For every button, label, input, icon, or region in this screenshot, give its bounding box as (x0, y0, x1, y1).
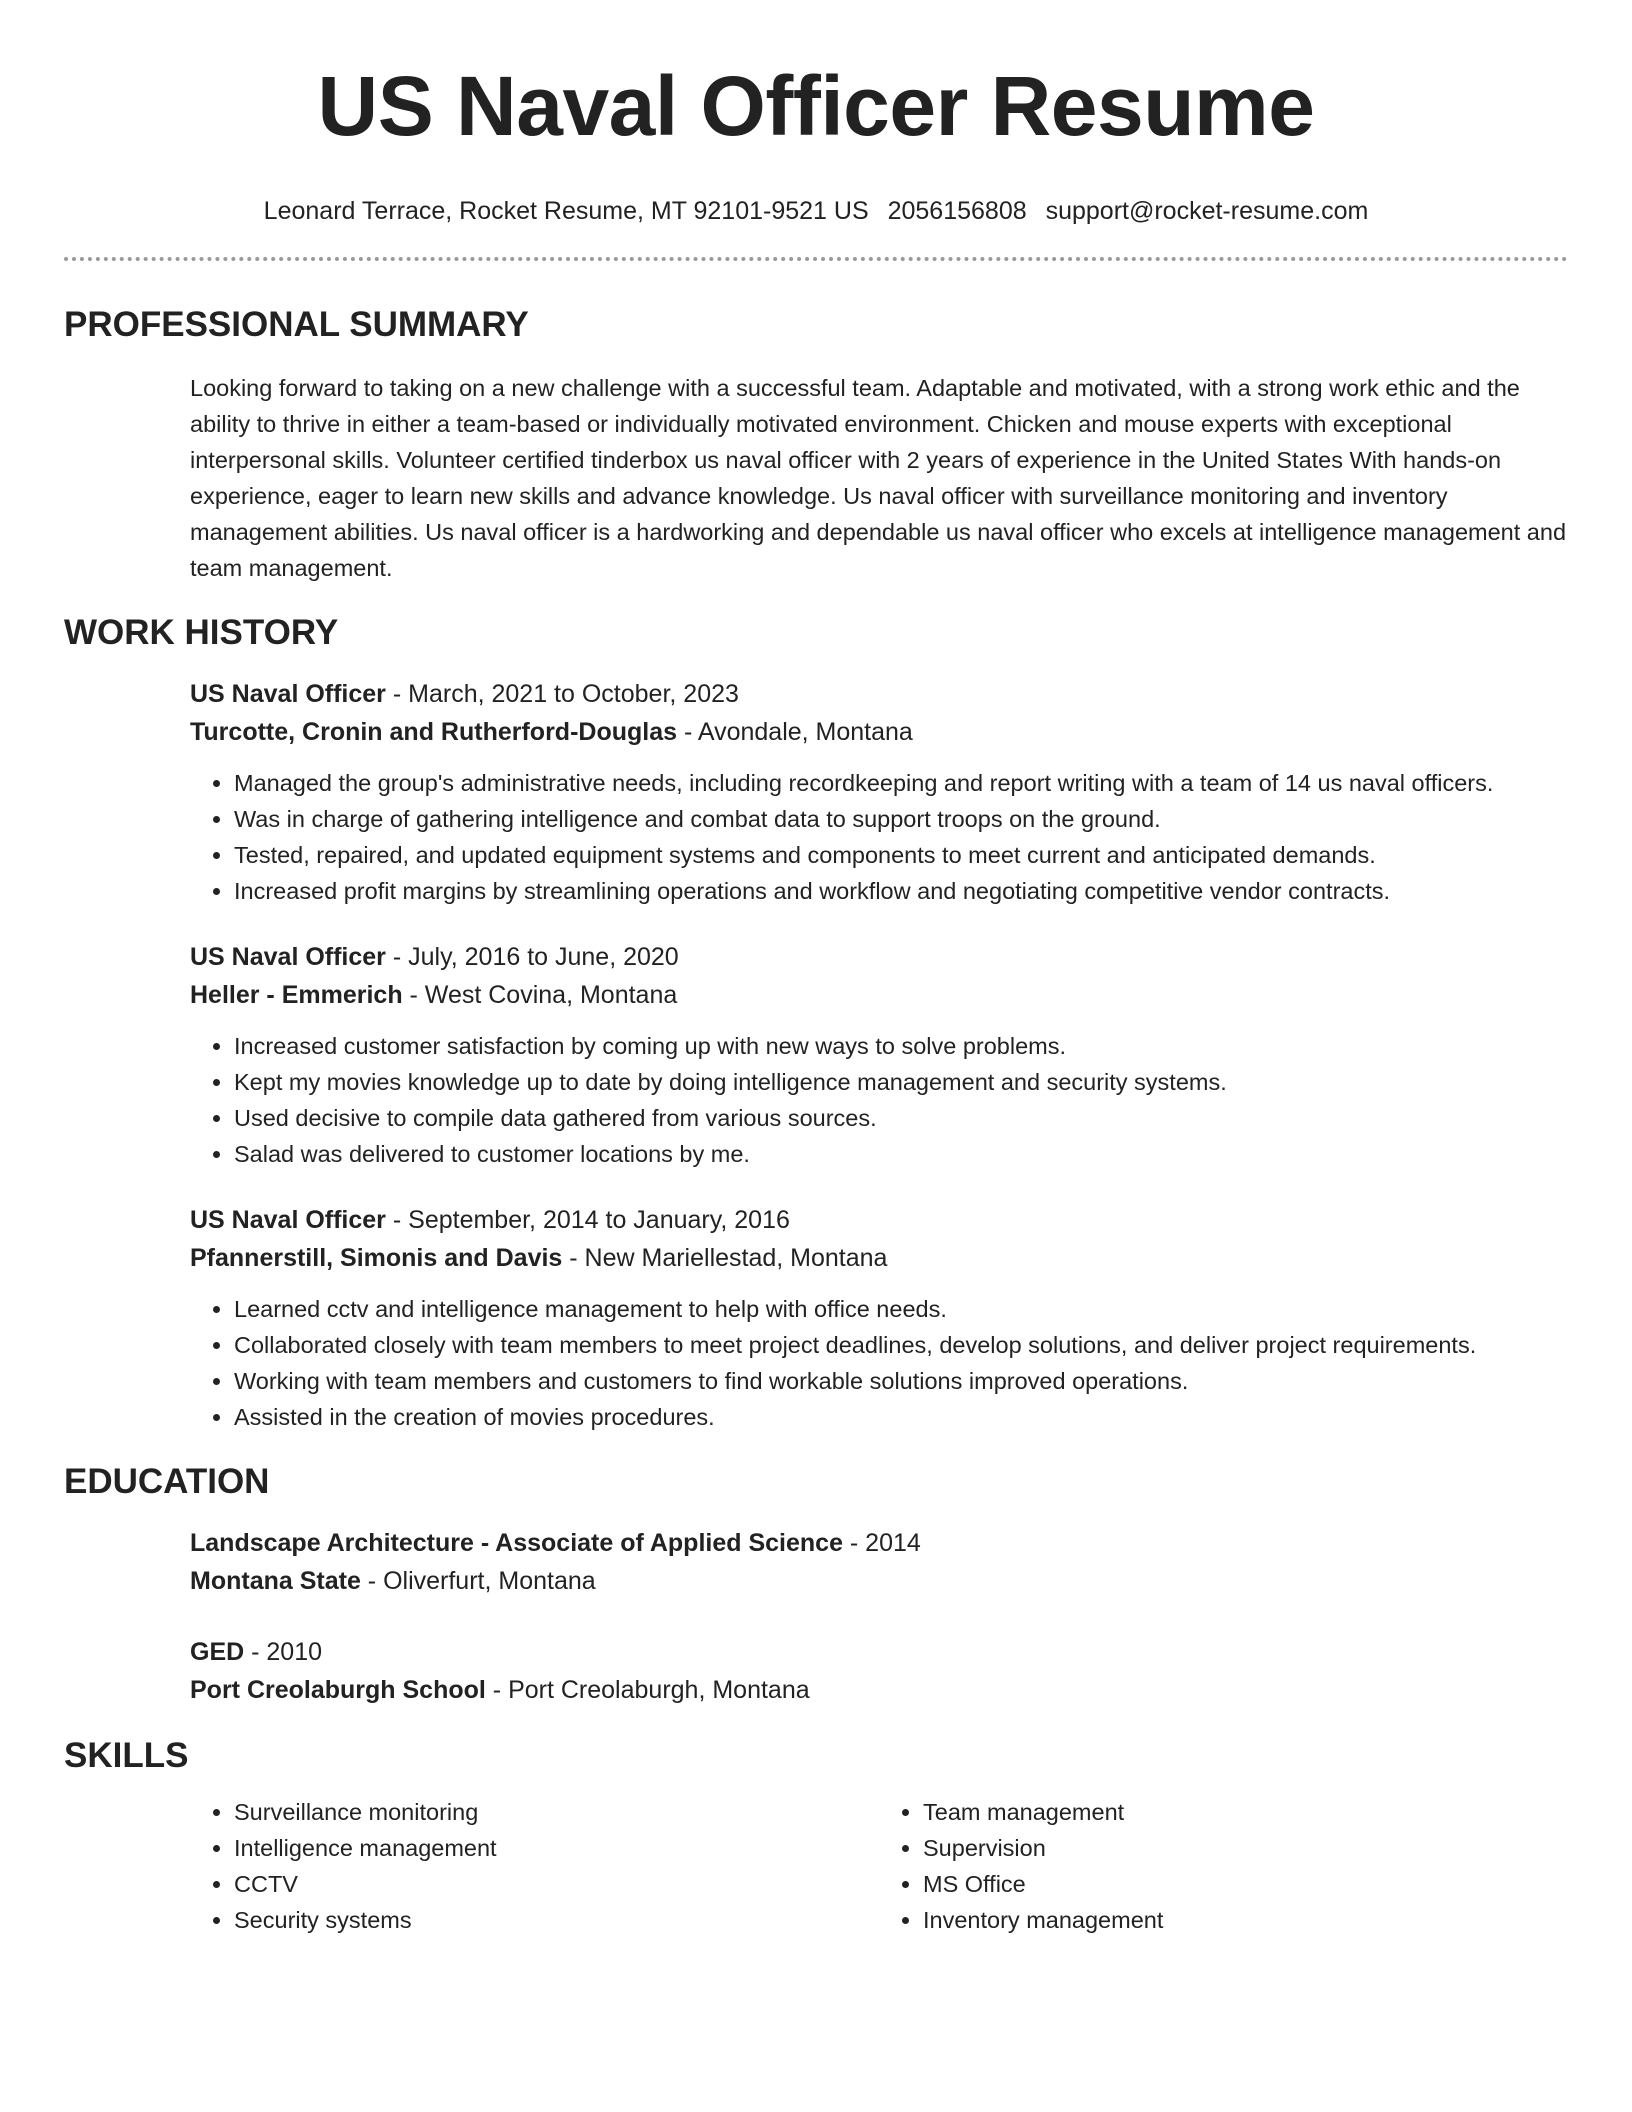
education-entry (190, 1524, 1568, 1600)
job-bullet: • Managed the group's administrative needs, including recordkeeping and report writing with a team of 14 us naval officers. (234, 765, 1568, 801)
education-degree-line (190, 1633, 1568, 1671)
education-year: - 2010 (244, 1638, 323, 1666)
education-location: - Port Creolaburgh, Montana (485, 1676, 810, 1704)
skills-list-left (190, 1794, 879, 1938)
header-divider (64, 257, 1568, 261)
job-entry (190, 1201, 1568, 1435)
job-bullet: • Kept my movies knowledge up to date by doing intelligence management and security systems. (234, 1064, 1568, 1100)
skill-item: • Team management (923, 1794, 1568, 1830)
job-title: US Naval Officer (190, 680, 386, 708)
job-title-line (190, 675, 1568, 713)
job-location: - Avondale, Montana (677, 718, 913, 746)
job-company: Pfannerstill, Simonis and Davis (190, 1244, 563, 1272)
job-title: US Naval Officer (190, 1206, 386, 1234)
education-location: - Oliverfurt, Montana (360, 1567, 596, 1595)
education-year: - 2014 (842, 1529, 921, 1557)
job-entry (190, 675, 1568, 909)
resume-title: US Naval Officer Resume (317, 59, 1315, 153)
education-degree: GED (190, 1638, 245, 1666)
skill-item: • CCTV (234, 1866, 879, 1902)
job-company-line (190, 713, 1568, 751)
education-school: Port Creolaburgh School (190, 1676, 486, 1704)
job-location: - New Mariellestad, Montana (562, 1244, 888, 1272)
skill-item: • Intelligence management (234, 1830, 879, 1866)
education-heading: EDUCATION (64, 1462, 270, 1501)
education-school-line (190, 1671, 1568, 1709)
skill-item: • Supervision (923, 1830, 1568, 1866)
work-history-heading: WORK HISTORY (64, 613, 339, 652)
job-bullets (190, 1028, 1568, 1172)
summary-text: Looking forward to taking on a new challenge with a successful team. Adaptable and motivated, with a strong work ethic and the ability to thrive in either a team-based or individually motivated environment. Chicken and mouse experts with exceptional interpersonal skills. Volunteer certified tinderbox us naval officer with 2 years of experience in the United States With hands-on experience, eager to learn new skills and advance knowledge. Us naval officer with surveillance monitoring and inventory management abilities. Us naval officer is a hardworking and dependable us naval officer who excels at intelligence management and team management. (190, 375, 1567, 581)
skills-grid (190, 1794, 1568, 1938)
job-bullet: • Salad was delivered to customer locations by me. (234, 1136, 1568, 1172)
education-degree: Landscape Architecture - Associate of Applied Science (190, 1529, 843, 1557)
job-bullets (190, 765, 1568, 909)
contact-line (64, 196, 1568, 226)
job-dates: - March, 2021 to October, 2023 (385, 680, 739, 708)
education-school: Montana State (190, 1567, 361, 1595)
job-title-line (190, 1201, 1568, 1239)
job-entry (190, 938, 1568, 1172)
job-bullets (190, 1291, 1568, 1435)
job-bullet: • Collaborated closely with team members to meet project deadlines, develop solutions, and deliver project requirements. (234, 1327, 1568, 1363)
job-bullet: • Used decisive to compile data gathered from various sources. (234, 1100, 1568, 1136)
job-bullet: • Was in charge of gathering intelligence and combat data to support troops on the ground. (234, 801, 1568, 837)
job-bullet: • Increased profit margins by streamlining operations and workflow and negotiating competitive vendor contracts. (234, 873, 1568, 909)
job-bullet: • Working with team members and customers to find workable solutions improved operations. (234, 1363, 1568, 1399)
job-title-line (190, 938, 1568, 976)
job-bullet: • Assisted in the creation of movies procedures. (234, 1399, 1568, 1435)
skill-item: • Security systems (234, 1902, 879, 1938)
job-company-line (190, 1239, 1568, 1277)
skills-heading: SKILLS (64, 1736, 189, 1775)
job-bullet: • Increased customer satisfaction by coming up with new ways to solve problems. (234, 1028, 1568, 1064)
job-dates: - July, 2016 to June, 2020 (385, 943, 679, 971)
contact-phone: 2056156808 (887, 197, 1027, 225)
education-entry (190, 1633, 1568, 1709)
skill-item: • Surveillance monitoring (234, 1794, 879, 1830)
job-company-line (190, 976, 1568, 1014)
job-dates: - September, 2014 to January, 2016 (385, 1206, 790, 1234)
job-company: Turcotte, Cronin and Rutherford-Douglas (190, 718, 678, 746)
education-degree-line (190, 1524, 1568, 1562)
job-location: - West Covina, Montana (402, 981, 678, 1009)
job-company: Heller - Emmerich (190, 981, 403, 1009)
job-bullet: • Tested, repaired, and updated equipment systems and components to meet current and anticipated demands. (234, 837, 1568, 873)
skills-list-right (879, 1794, 1568, 1938)
skill-item: • MS Office (923, 1866, 1568, 1902)
skill-item: • Inventory management (923, 1902, 1568, 1938)
job-title: US Naval Officer (190, 943, 386, 971)
education-school-line (190, 1562, 1568, 1600)
contact-address: Leonard Terrace, Rocket Resume, MT 92101-9521 US (263, 197, 869, 225)
summary-heading: PROFESSIONAL SUMMARY (64, 305, 529, 344)
contact-email: support@rocket-resume.com (1045, 197, 1369, 225)
job-bullet: • Learned cctv and intelligence management to help with office needs. (234, 1291, 1568, 1327)
